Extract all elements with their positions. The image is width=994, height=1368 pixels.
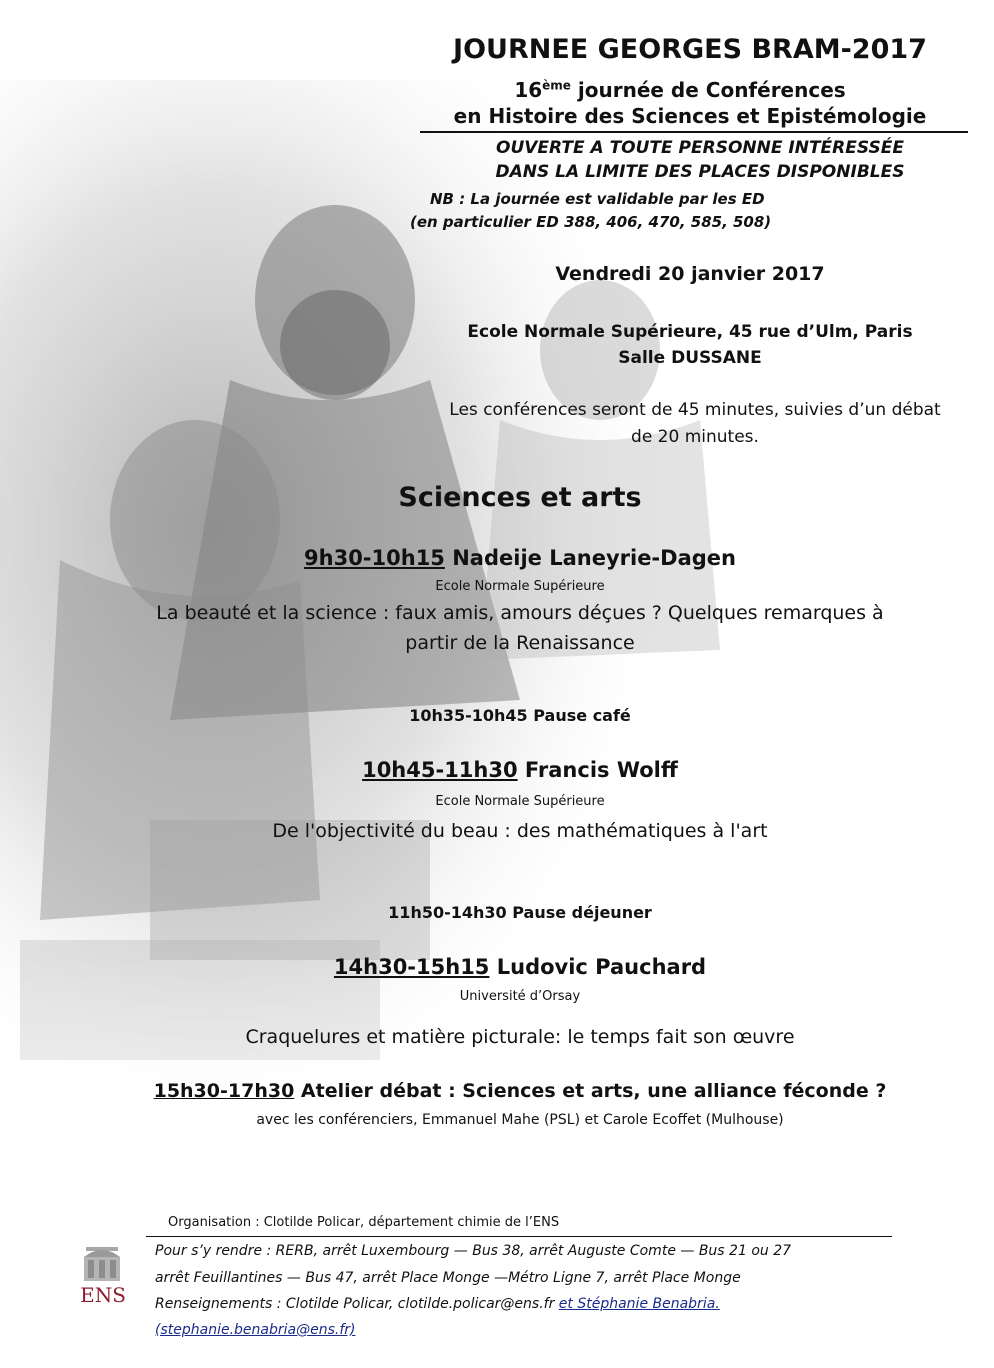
venue-line1: Ecole Normale Supérieure, 45 rue d’Ulm, Paris xyxy=(467,322,913,342)
talk3-time: 14h30-15h15 xyxy=(333,955,490,979)
access-line2: arrêt Feuillantines — Bus 47, arrêt Place Monge —Métro Ligne 7, arrêt Place Monge xyxy=(155,1270,741,1286)
workshop-heading xyxy=(40,1080,994,1102)
talk1-time: 9h30-10h15 xyxy=(304,546,445,570)
contact-email-link[interactable]: (stephanie.benabria@ens.fr) xyxy=(155,1322,356,1338)
workshop-title: Atelier débat : Sciences et arts, une alliance féconde ? xyxy=(294,1080,887,1102)
subtitle-rest: journée de Conférences xyxy=(570,78,846,102)
talk3-speaker: Ludovic Pauchard xyxy=(489,955,707,979)
contact-line xyxy=(155,1296,720,1312)
pause-lunch: 11h50-14h30 Pause déjeuner xyxy=(388,903,652,922)
section-title: Sciences et arts xyxy=(398,482,642,513)
contact-text: Renseignements : Clotilde Policar, clotilde.policar@ens.fr xyxy=(155,1296,559,1312)
footer-divider xyxy=(146,1236,892,1237)
talk2-title: De l'objectivité du beau : des mathématiques à l'art xyxy=(272,820,768,842)
talk2-speaker: Francis Wolff xyxy=(517,758,678,782)
talk3-affiliation: Université d’Orsay xyxy=(459,989,581,1004)
event-date: Vendredi 20 janvier 2017 xyxy=(555,263,825,285)
venue-line2: Salle DUSSANE xyxy=(618,348,762,368)
pause-coffee: 10h35-10h45 Pause café xyxy=(409,706,631,725)
subtitle-sup: ème xyxy=(542,78,571,93)
contact-link[interactable]: et Stéphanie Benabria. xyxy=(558,1296,720,1312)
talk1-heading xyxy=(150,546,890,570)
talk2-heading xyxy=(250,758,790,782)
format-line2: de 20 minutes. xyxy=(631,427,759,447)
talk2-time: 10h45-11h30 xyxy=(362,758,518,782)
talk2-affiliation: Ecole Normale Supérieure xyxy=(435,794,605,809)
contact-email-line xyxy=(155,1322,355,1338)
talk1-speaker: Nadeije Laneyrie-Dagen xyxy=(444,546,736,570)
open-notice-line2: DANS LA LIMITE DES PLACES DISPONIBLES xyxy=(495,162,905,182)
talk3-title: Craquelures et matière picturale: le temps fait son œuvre xyxy=(245,1026,795,1048)
access-line1: Pour s’y rendre : RERB, arrêt Luxembourg — Bus 38, arrêt Auguste Comte — Bus 21 ou 27 xyxy=(155,1243,792,1259)
nb-line1: NB : La journée est validable par les ED xyxy=(430,190,765,208)
talk1-affiliation: Ecole Normale Supérieure xyxy=(435,579,605,594)
talk1-title-line1: La beauté et la science : faux amis, amours déçues ? Quelques remarques à xyxy=(156,602,884,624)
format-line1: Les conférences seront de 45 minutes, suivies d’un débat xyxy=(449,400,941,420)
event-title: JOURNEE GEORGES BRAM-2017 xyxy=(453,34,927,65)
talk1-title-line2: partir de la Renaissance xyxy=(405,632,635,654)
workshop-time: 15h30-17h30 xyxy=(153,1080,295,1102)
event-subtitle xyxy=(380,78,980,102)
talk3-heading xyxy=(250,955,790,979)
header-divider xyxy=(420,131,968,133)
open-notice-line1: OUVERTE A TOUTE PERSONNE INTÉRESSÉE xyxy=(496,138,904,158)
event-subtitle-line2: en Histoire des Sciences et Epistémologie xyxy=(453,104,927,128)
organisation-line: Organisation : Clotilde Policar, département chimie de l’ENS xyxy=(168,1215,560,1230)
workshop-participants: avec les conférenciers, Emmanuel Mahe (PSL) et Carole Ecoffet (Mulhouse) xyxy=(256,1112,784,1128)
subtitle-ordinal: 16 xyxy=(514,78,543,102)
nb-line2: (en particulier ED 388, 406, 470, 585, 508) xyxy=(410,213,772,231)
ens-logo-text: ENS xyxy=(80,1283,126,1307)
